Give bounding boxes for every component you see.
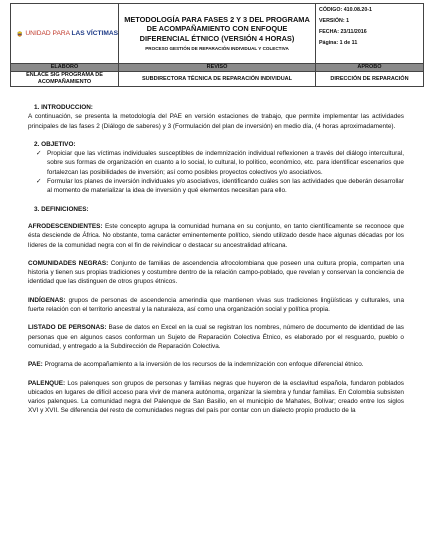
definition-afrodescendientes [28,222,404,250]
section-heading-introduccion: 1. INTRODUCCION: [34,104,93,111]
definition-term: AFRODESCENDIENTES: [28,222,103,230]
definition-text: Los palenques son grupos de personas y familias negras que huyeron de la esclavitud española, fundaron poblados ubicados en lugares de difícil acceso para vivir de manera autónoma, organizar la siembra y fundar familias. En Colombia subsisten varios palenques. La comunidad negra del Palenque de San Basilio, en el municipio de Mahates, Bolívar; creado entre los siglos XVI y XVII. Se diferencia del resto de comunidades negras del país por contar con un dialecto propio producto de la [28,379,404,415]
document-date: FECHA: 23/11/2016 [319,29,367,35]
col-header-aprobo: APROBO [316,64,424,72]
document-page-number: Página: 1 de 11 [319,40,358,46]
document-meta-cell [316,4,424,64]
definition-text: Programa de acompañamiento a la inversión de los recursos de la indemnización con enfoque diferencial étnico. [42,361,364,369]
objetivo-list [36,149,404,195]
colombia-seal-icon [17,25,22,43]
document-version: VERSIÓN: 1 [319,18,350,24]
checkmark-icon: ✓ [36,178,42,186]
logo-text-unidad: UNIDAD PARA [25,30,72,37]
document-body [28,103,404,416]
definition-term: PAE: [28,361,43,369]
definition-comunidades-negras [28,259,404,287]
definition-text: Conjunto de familias de ascendencia afrocolombiana que poseen una cultura propia, comparten una historia y tienen sus propias tradiciones y costumbre dentro de la relación campo-poblado, que revelan y conservan la conciencia de identidad que las distinguen de otros grupos étnicos. [28,259,404,286]
col-header-reviso: REVISO [119,64,316,72]
elaboro-value [11,72,119,87]
definition-term: INDÍGENAS: [28,296,66,304]
unidad-victimas-logo [11,25,118,43]
checkmark-icon: ✓ [36,150,42,158]
reviso-value: SUBDIRECTORA TÉCNICA DE REPARACIÓN INDIVIDUAL [119,72,316,87]
introduccion-paragraph: A continuación, se presenta la metodología del PAE en versión estaciones de trabajo, que permite implementar las actividades principales de las fases 2 (Diálogo de saberes) y 3 (Formulación del plan de inversión) en medio día, (4 horas aproximadamente). [28,113,404,130]
definition-listado-de-personas [28,323,404,351]
col-header-elaboro: ELABORO [11,64,119,72]
list-item [36,149,404,177]
definition-term: LISTADO DE PERSONAS: [28,324,107,332]
definition-term: COMUNIDADES NEGRAS: [28,259,109,267]
objetivo-bullet-text: Formular los planes de inversión individuales y/o asociativos, identificando cuáles son las actividades que deberán desarrollar al momento de materializar la idea de inversión y qué elementos necesitan para ello. [47,178,404,195]
definition-text: Base de datos en Excel en la cual se registran los nombres, número de documento de identidad de las personas que en algunos casos conforman un Sujeto de Reparación Colectiva Étnico, es elaborado por el resguardo, pueblo o comunidad, y entregado a la Subdirección de Reparación Colectiva. [28,324,404,350]
document-title-line-1: METODOLOGÍA PARA FASES 2 Y 3 DEL PROGRAMA [124,14,310,24]
document-title-line-2: DE ACOMPAÑAMIENTO CON ENFOQUE [146,24,288,34]
document-title-cell [119,4,316,64]
definition-pae [28,360,404,369]
objetivo-bullet-text: Propiciar que las víctimas individuales susceptibles de indemnización individual reflexionen a través del diálogo intercultural, sobre sus formas de organización en cuanto a lo social, lo cultural, lo político, económico, etc. para identificar escenarios que fortalezcan las posibilidades de inversión; así como posibles proyectos colectivos y/o asociativos. [47,150,404,176]
logo-text-victimas: LAS VÍCTIMAS [71,30,118,37]
elaboro-line-2: ACOMPAÑAMIENTO [37,79,92,85]
section-heading-definiciones: 3. DEFINICIONES: [34,205,89,213]
section-heading-objetivo: 2. OBJETIVO: [34,140,76,148]
definition-text: grupos de personas de ascendencia amerindia que mantienen vivas sus tradiciones lingüísticas y culturales, una fuerte relación con el territorio ancestral y la naturaleza, así como una organización social y política propia. [28,296,404,314]
definition-indigenas [28,296,404,315]
document-title-line-3: DIFERENCIAL ÉTNICO (VERSIÓN 4 HORAS) [139,33,295,43]
definition-palenque [28,379,404,416]
definition-text: Este concepto agrupa la comunidad humana en su conjunto, en tanto científicamente se reconoce que ésta desciende de África. No obstante, toma carácter eminentemente político, siendo utilizado desde hace algunas décadas por los líderes de la comunidad negra con el fin de reivindicar o destacar su ancestralidad africana. [28,222,404,249]
elaboro-line-1: ENLACE SIG PROGRAMA DE [26,72,103,79]
aprobo-value: DIRECCIÓN DE REPARACIÓN [316,72,424,87]
document-header-table [10,3,424,87]
document-code: CÓDIGO: 410.08.20-1 [319,7,372,13]
logo-cell [11,4,119,64]
process-name: PROCESO GESTIÓN DE REPARACIÓN INDIVIDUAL Y COLECTIVA [145,46,289,52]
definition-term: PALENQUE: [28,379,66,387]
list-item [36,177,404,196]
